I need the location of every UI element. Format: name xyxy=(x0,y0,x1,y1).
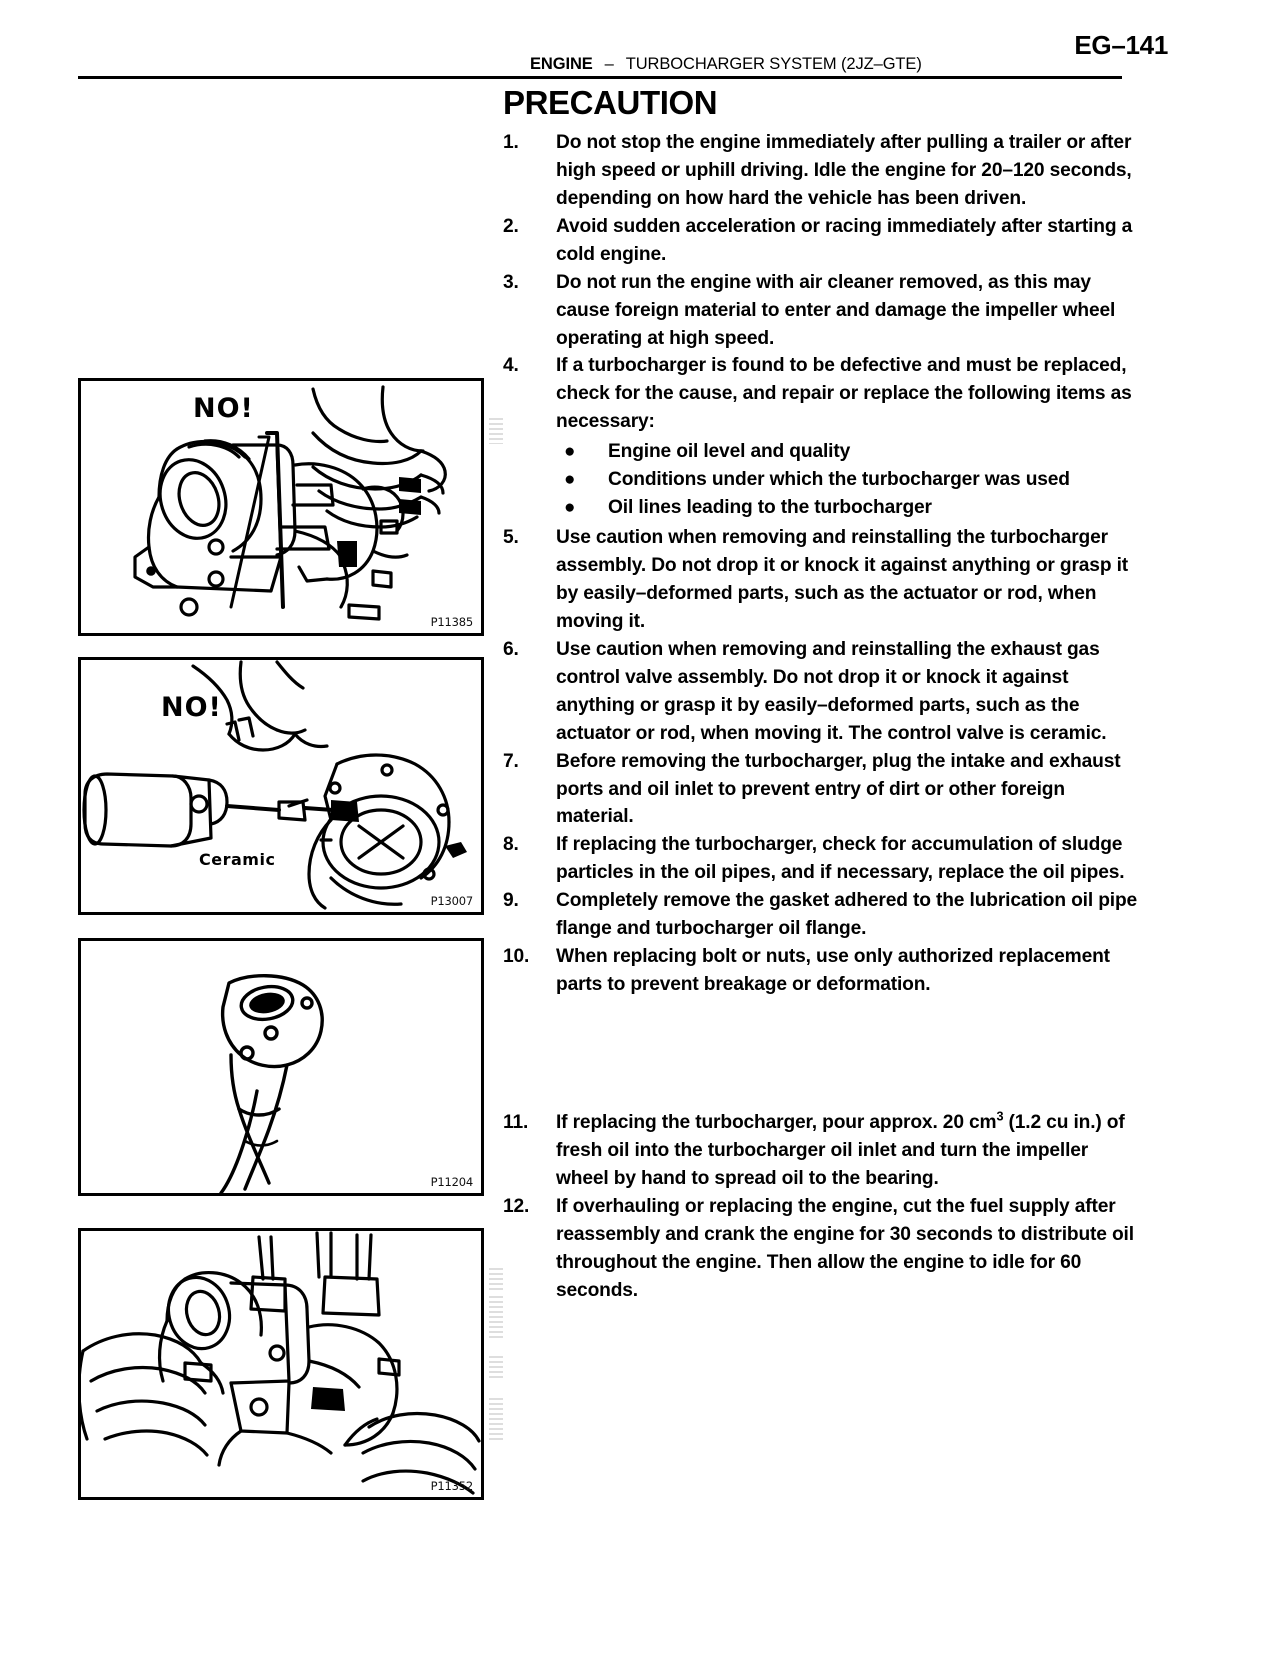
sublist-item xyxy=(556,494,1143,522)
figure-pour-oil-turbocharger xyxy=(78,1228,484,1500)
item-text: If overhauling or replacing the engine, cut the fuel supply after reassembly and crank the engine for 30 seconds to distribute oil throughout the engine. Then allow the engine to idle for 60 seconds. xyxy=(556,1195,1134,1301)
item-number: 10. xyxy=(503,946,530,968)
warning-label-no: NO! xyxy=(193,393,254,424)
item-number: 9. xyxy=(503,890,519,912)
precaution-item xyxy=(503,1193,1143,1305)
scan-artifact xyxy=(489,1356,503,1378)
item-number: 5. xyxy=(503,527,519,549)
item-number: 6. xyxy=(503,638,519,660)
item-text: Use caution when removing and reinstalling the exhaust gas control valve assembly. Do not drop it or knock it against anything or grasp it by easily–deformed parts, such as the actuator or rod, when moving it. The control valve is ceramic. xyxy=(556,638,1107,744)
precaution-item xyxy=(503,269,1143,353)
figure-exhaust-gas-control-valve-no xyxy=(78,657,484,915)
item-text xyxy=(556,1109,1125,1189)
item-number: 3. xyxy=(503,271,519,293)
sublist-item xyxy=(556,466,1143,494)
precaution-item xyxy=(503,831,1143,887)
item-number: 1. xyxy=(503,131,519,153)
item-text: If replacing the turbocharger, check for accumulation of sludge particles in the oil pipes, and if necessary, replace the oil pipes. xyxy=(556,834,1125,884)
superscript-exponent: 3 xyxy=(996,1109,1004,1124)
turbocharger-illustration xyxy=(81,381,481,633)
sublist-item xyxy=(556,438,1143,466)
precaution-item xyxy=(503,129,1143,213)
scan-artifact xyxy=(489,1398,503,1442)
item-text: Before removing the turbocharger, plug the intake and exhaust ports and oil inlet to prevent entry of dirt or other foreign material. xyxy=(556,750,1121,828)
item-number: 12. xyxy=(503,1195,530,1217)
header-divider xyxy=(78,76,1122,79)
item-number: 7. xyxy=(503,750,519,772)
figure-gasket-scraper xyxy=(78,938,484,1196)
header-subject: TURBOCHARGER SYSTEM (2JZ–GTE) xyxy=(625,55,922,73)
precaution-item xyxy=(503,636,1143,748)
precaution-list xyxy=(503,129,1143,999)
header-breadcrumb xyxy=(530,55,922,74)
bullet-icon: ● xyxy=(564,469,576,491)
header-separator: – xyxy=(604,55,614,73)
item-number: 2. xyxy=(503,215,519,237)
scan-artifact xyxy=(489,1268,503,1290)
scan-artifact xyxy=(489,418,503,444)
bullet-icon: ● xyxy=(564,441,576,463)
page-title: PRECAUTION xyxy=(503,84,718,121)
item-number: 11. xyxy=(503,1112,529,1134)
figure-caption-ceramic: Ceramic xyxy=(199,850,276,869)
figure-turbocharger-grasp-no xyxy=(78,378,484,636)
item-text: If a turbocharger is found to be defective and must be replaced, check for the cause, and repair or replace the following items as necessary: xyxy=(556,355,1132,433)
item-text: Completely remove the gasket adhered to the lubrication oil pipe flange and turbocharger oil flange. xyxy=(556,890,1138,940)
bullet-icon: ● xyxy=(564,497,576,519)
precaution-item xyxy=(503,1109,1143,1193)
item-text: Avoid sudden acceleration or racing immediately after starting a cold engine. xyxy=(556,215,1133,265)
item-text: When replacing bolt or nuts, use only authorized replacement parts to prevent breakage or deformation. xyxy=(556,946,1110,996)
item-number: 4. xyxy=(503,355,519,377)
precaution-list-continued xyxy=(503,1109,1143,1305)
sublist-item-label: Conditions under which the turbocharger was used xyxy=(608,469,1070,491)
figure-code: P11385 xyxy=(430,615,473,629)
precaution-item xyxy=(503,748,1143,832)
item-number: 8. xyxy=(503,834,519,856)
item-text: Do not stop the engine immediately after pulling a trailer or after high speed or uphill driving. Idle the engine for 20–120 seconds, depending on how hard the vehicle has been driven. xyxy=(556,131,1132,209)
precaution-sublist xyxy=(556,438,1143,522)
scan-artifact xyxy=(489,1296,503,1338)
gasket-scraper-illustration xyxy=(81,941,481,1193)
sublist-item-label: Oil lines leading to the turbocharger xyxy=(608,497,932,519)
item-text-before: If replacing the turbocharger, pour approx. 20 cm xyxy=(556,1112,997,1134)
main-content xyxy=(503,86,1143,1305)
item-text-after: (1.2 cu in.) of fresh oil into the turbocharger oil inlet and turn the impeller wheel by hand to spread oil to the bearing. xyxy=(556,1112,1125,1189)
figure-code: P11352 xyxy=(430,1479,473,1493)
column-gap xyxy=(503,999,1143,1109)
precaution-item xyxy=(503,352,1143,522)
precaution-item xyxy=(503,213,1143,269)
header-section-label: ENGINE xyxy=(530,55,593,73)
item-text: Do not run the engine with air cleaner removed, as this may cause foreign material to enter and damage the impeller wheel operating at high speed. xyxy=(556,271,1116,349)
figure-code: P11204 xyxy=(430,1175,473,1189)
page-number: EG–141 xyxy=(1074,30,1168,60)
exhaust-gas-control-valve-illustration xyxy=(81,660,481,912)
item-text: Use caution when removing and reinstalling the turbocharger assembly. Do not drop it or knock it against anything or grasp it by easily–deformed parts, such as the actuator or rod, when moving it. xyxy=(556,527,1128,632)
pour-oil-illustration xyxy=(81,1231,481,1497)
figure-code: P13007 xyxy=(430,894,473,908)
precaution-item xyxy=(503,887,1143,943)
precaution-item xyxy=(503,524,1143,636)
sublist-item-label: Engine oil level and quality xyxy=(608,441,851,463)
warning-label-no: NO! xyxy=(161,692,222,723)
precaution-item xyxy=(503,943,1143,999)
